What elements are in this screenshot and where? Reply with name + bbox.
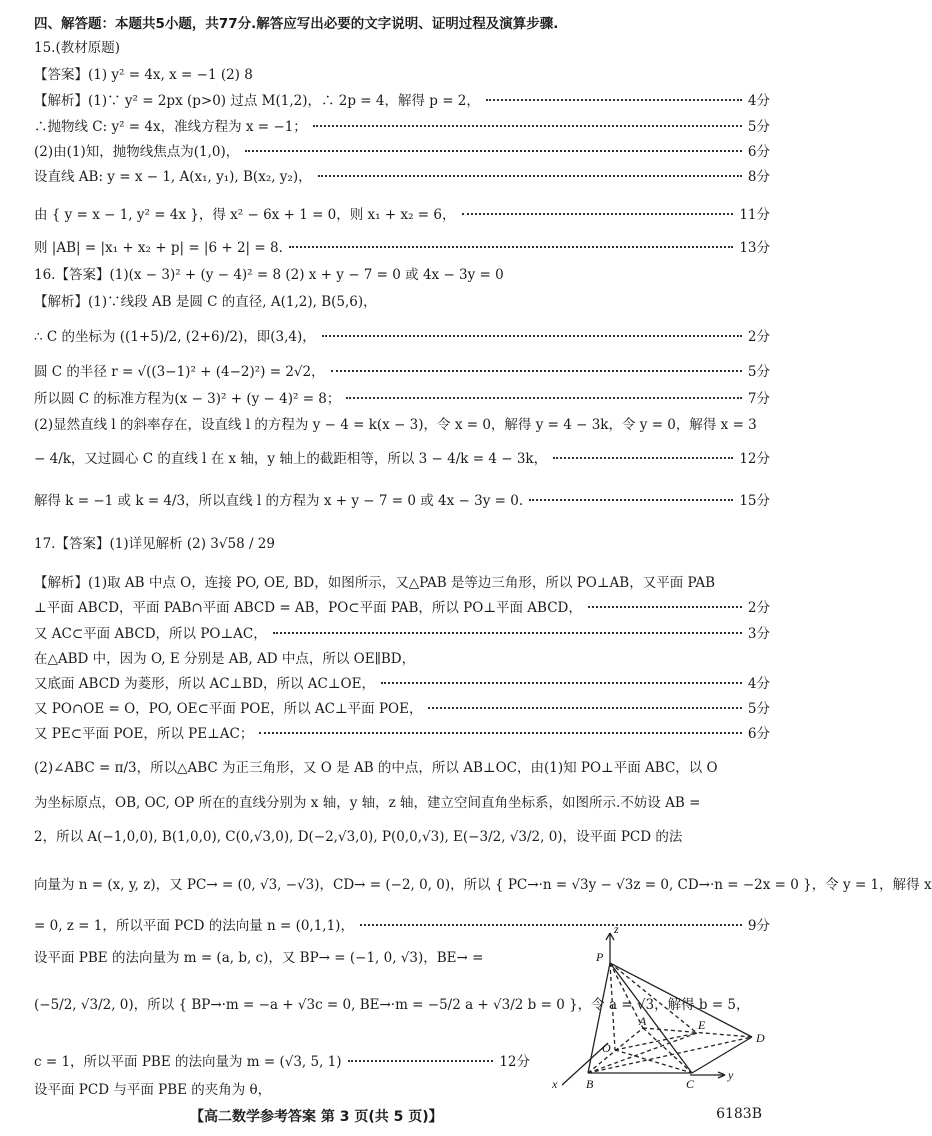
line-text: − 4/k，又过圆心 C 的直线 l 在 x 轴，y 轴上的截距相等，所以 3 − 4/k = 4 − 3k， [34, 451, 548, 467]
solution-line [34, 387, 770, 407]
solution-line [34, 115, 770, 135]
score-mark: 13分 [739, 240, 770, 256]
edge-pd [610, 963, 752, 1037]
label-x: x [552, 1077, 558, 1091]
edge-pc [610, 963, 692, 1073]
solution-line [34, 447, 770, 467]
line-text: c = 1，所以平面 PBE 的法向量为 m = (√3, 5, 1) [34, 1054, 342, 1070]
solution-line [34, 946, 530, 966]
line-text: 解得 k = −1 或 k = 4/3，所以直线 l 的方程为 x + y − 7 = 0 或 4x − 3y = 0. [34, 493, 524, 509]
line-text: 又底面 ABCD 为菱形，所以 AC⊥BD，所以 AC⊥OE， [34, 676, 375, 692]
score-mark: 6分 [747, 144, 770, 160]
line-text: 向量为 n = (x, y, z)，又 PC→ = (0, √3, −√3)，CD→ = (−2, 0, 0)，所以 { PC→·n = √3y − √3z = 0, CD→·n = −2x = 0 }，令 y = 1，解得 x [34, 877, 932, 893]
solution-line [34, 140, 770, 160]
edge-cd [692, 1037, 752, 1073]
dot-leader [553, 457, 733, 459]
line-text: 由 { y = x − 1, y² = 4x }，得 x² − 6x + 1 = 0，则 x₁ + x₂ = 6， [34, 207, 456, 223]
solution-line [34, 89, 770, 109]
label-b: B [586, 1077, 594, 1091]
solution-line [34, 236, 770, 256]
line-text: 2，所以 A(−1,0,0), B(1,0,0), C(0,√3,0), D(−2,√3,0), P(0,0,√3), E(−3/2, √3/2, 0)，设平面 PCD 的法 [34, 829, 683, 845]
solution-line [34, 697, 770, 717]
solution-line [34, 203, 770, 223]
dot-leader [313, 125, 742, 127]
solution-line [34, 672, 770, 692]
line-text: 在△ABD 中，因为 O, E 分别是 AB, AD 中点，所以 OE∥BD， [34, 651, 416, 667]
line-text: 【解析】(1)取 AB 中点 O，连接 PO, OE, BD，如图所示，又△PAB 是等边三角形，所以 PO⊥AB，又平面 PAB [34, 575, 716, 591]
dot-leader [588, 606, 742, 608]
dot-leader [428, 707, 741, 709]
score-mark: 4分 [747, 676, 770, 692]
line-text: 圆 C 的半径 r = √((3−1)² + (4−2)²) = 2√2， [34, 364, 325, 380]
label-y: y [728, 1068, 734, 1082]
label-a: A [639, 1014, 647, 1028]
dot-leader [462, 213, 734, 215]
solution-line [34, 647, 770, 667]
label-o: O [602, 1041, 611, 1055]
line-text: 【答案】(1) y² = 4x, x = −1 (2) 8 [34, 67, 253, 83]
line-text: 为坐标原点，OB, OC, OP 所在的直线分别为 x 轴，y 轴，z 轴，建立空间直角坐标系，如图所示.不妨设 AB = [34, 795, 701, 811]
score-mark: 2分 [747, 600, 770, 616]
dot-leader [245, 150, 742, 152]
label-e: E [698, 1018, 706, 1032]
edge-pe [610, 963, 697, 1033]
dot-leader [289, 246, 733, 248]
solution-line [34, 532, 770, 552]
label-p: P [596, 950, 604, 964]
dot-leader [318, 175, 742, 177]
dot-leader [273, 632, 742, 634]
line-text: (2)显然直线 l 的斜率存在，设直线 l 的方程为 y − 4 = k(x − 3)，令 x = 0，解得 y = 4 − 3k，令 y = 0，解得 x = 3 [34, 417, 757, 433]
score-mark: 8分 [747, 169, 770, 185]
solution-line [34, 413, 770, 433]
dot-leader [381, 682, 742, 684]
score-mark: 11分 [739, 207, 770, 223]
edge-pb [588, 963, 610, 1073]
solution-line [34, 165, 770, 185]
dot-leader [322, 335, 742, 337]
solution-line [34, 1050, 530, 1070]
line-text: 【解析】(1)∵线段 AB 是圆 C 的直径, A(1,2), B(5,6)， [34, 294, 377, 310]
solution-line [34, 290, 770, 310]
solution-line [34, 360, 770, 380]
score-mark: 4分 [747, 93, 770, 109]
score-mark: 5分 [747, 364, 770, 380]
score-mark: 12分 [499, 1054, 530, 1070]
score-mark: 12分 [739, 451, 770, 467]
solution-line [34, 263, 770, 283]
solution-line [34, 873, 932, 893]
solution-line [34, 596, 770, 616]
dot-leader [348, 1060, 494, 1062]
line-text: ⊥平面 ABCD，平面 PAB∩平面 ABCD = AB，PO⊂平面 PAB，所以 PO⊥平面 ABCD， [34, 600, 582, 616]
line-text: 则 |AB| = |x₁ + x₂ + p| = |6 + 2| = 8. [34, 240, 283, 256]
dot-leader [529, 499, 733, 501]
line-text: 又 PO∩OE = O，PO, OE⊂平面 POE，所以 AC⊥平面 POE， [34, 701, 423, 717]
line-text: (−5/2, √3/2, 0)，所以 { BP→·m = −a + √3c = 0, BE→·m = −5/2 a + √3/2 b = 0 }，令 a = √3，解得 b = 5， [34, 997, 750, 1013]
line-text: 设平面 PBE 的法向量为 m = (a, b, c)，又 BP→ = (−1, 0, √3)，BE→ = [34, 950, 484, 966]
line-text: ∴ C 的坐标为 ((1+5)/2, (2+6)/2)，即(3,4)， [34, 329, 316, 345]
line-text: 又 AC⊂平面 ABCD，所以 PO⊥AC， [34, 626, 267, 642]
solution-line [34, 791, 770, 811]
dot-leader [346, 397, 742, 399]
score-mark: 7分 [747, 391, 770, 407]
line-text: (2)由(1)知，抛物线焦点为(1,0)， [34, 144, 240, 160]
solution-line [34, 325, 770, 345]
solution-line [34, 36, 770, 56]
solution-line [34, 756, 770, 776]
line-text: (2)∠ABC = π/3，所以△ABC 为正三角形，又 O 是 AB 的中点，所以 AB⊥OC，由(1)知 PO⊥平面 ABC，以 O [34, 760, 718, 776]
score-mark: 5分 [747, 701, 770, 717]
pyramid-figure [540, 922, 775, 1100]
score-mark: 15分 [739, 493, 770, 509]
label-c: C [686, 1077, 695, 1091]
line-text: 16.【答案】(1)(x − 3)² + (y − 4)² = 8 (2) x + y − 7 = 0 或 4x − 3y = 0 [34, 267, 504, 283]
dot-leader [331, 370, 742, 372]
solution-line [34, 489, 770, 509]
line-text: 设平面 PCD 与平面 PBE 的夹角为 θ， [34, 1082, 272, 1098]
line-text: 设直线 AB: y = x − 1, A(x₁, y₁), B(x₂, y₂)， [34, 169, 312, 185]
line-text: 17.【答案】(1)详见解析 (2) 3√58 / 29 [34, 536, 275, 552]
score-mark: 2分 [747, 329, 770, 345]
line-text: = 0, z = 1，所以平面 PCD 的法向量 n = (0,1,1)， [34, 918, 354, 934]
solution-line [34, 825, 770, 845]
line-text: 15.(教材原题) [34, 40, 121, 56]
line-text: 所以圆 C 的标准方程为(x − 3)² + (y − 4)² = 8； [34, 391, 341, 407]
dot-leader [259, 732, 742, 734]
dot-leader [486, 99, 742, 101]
label-d: D [756, 1031, 765, 1045]
solution-line [34, 993, 750, 1013]
solution-line [34, 63, 770, 83]
footer-title: 【高二数学参考答案 第 3 页(共 5 页)】 [190, 1109, 443, 1125]
section-header: 四、解答题：本题共5小题，共77分.解答应写出必要的文字说明、证明过程及演算步骤. [34, 16, 559, 32]
line-text: ∴抛物线 C: y² = 4x，准线方程为 x = −1； [34, 119, 307, 135]
score-mark: 9分 [747, 918, 770, 934]
line-text: 【解析】(1)∵ y² = 2px (p>0) 过点 M(1,2)，∴ 2p = 4，解得 p = 2， [34, 93, 480, 109]
label-z: z [614, 922, 619, 936]
edge-po [610, 963, 615, 1050]
solution-line [34, 722, 770, 742]
line-text: 又 PE⊂平面 POE，所以 PE⊥AC； [34, 726, 254, 742]
solution-line [34, 571, 770, 591]
footer-code: 6183B [716, 1106, 762, 1122]
score-mark: 3分 [747, 626, 770, 642]
solution-line [34, 622, 770, 642]
score-mark: 6分 [747, 726, 770, 742]
score-mark: 5分 [747, 119, 770, 135]
